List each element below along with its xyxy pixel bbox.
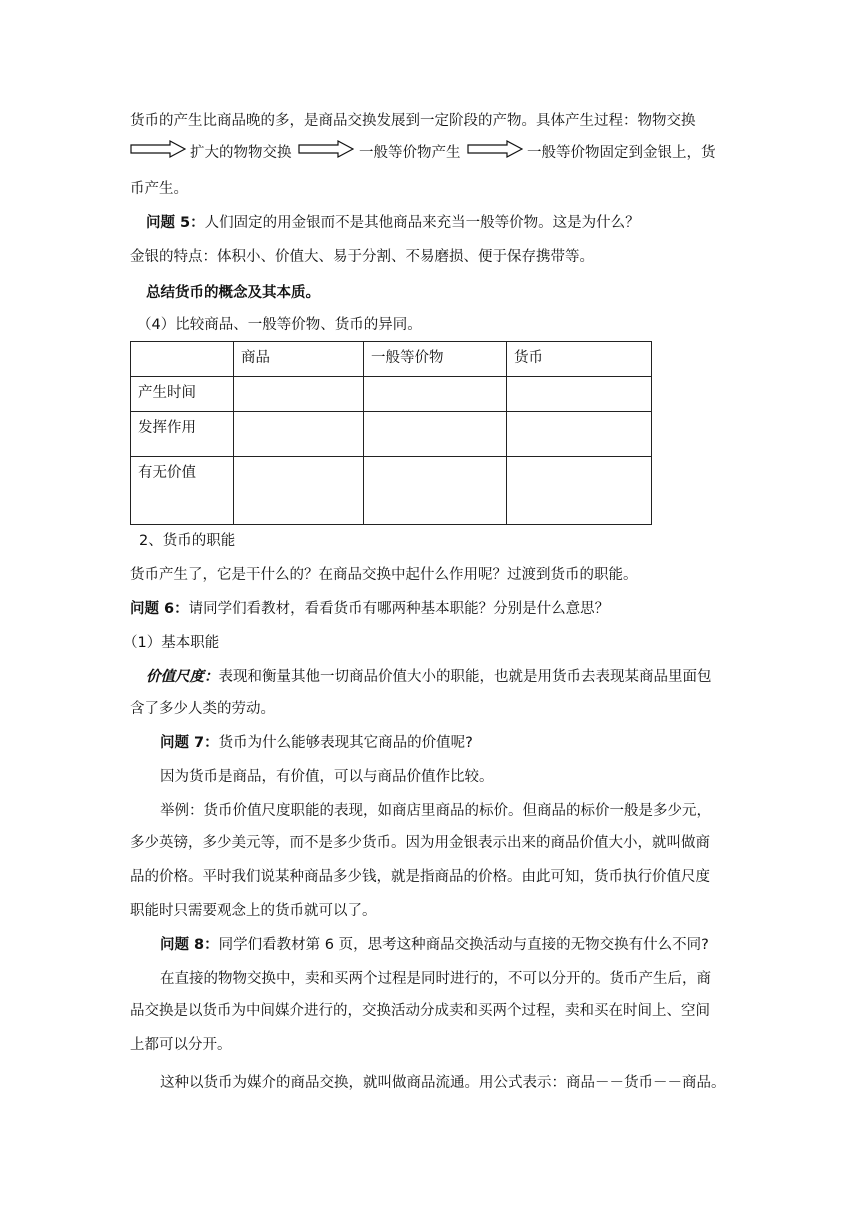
right-arrow-icon (298, 140, 354, 158)
section-heading: 2、货币的职能 (139, 533, 236, 549)
value-measure-definition (146, 667, 712, 687)
table-cell (364, 412, 507, 457)
summary-heading: 总结货币的概念及其本质。 (146, 285, 320, 301)
paragraph-money-origin: 货币的产生比商品晚的多，是商品交换发展到一定阶段的产物。具体产生过程：物物交换 (130, 113, 696, 129)
right-arrow-icon (130, 140, 186, 158)
question-text: 货币为什么能够表现其它商品的价值呢? (218, 735, 473, 751)
question-text: 请同学们看教材，看看货币有哪两种基本职能？分别是什么意思？ (188, 601, 610, 617)
example-line: 举例：货币价值尺度职能的表现，如商店里商品的标价。但商品的标价一般是多少元， (160, 803, 711, 819)
circulation-definition: 这种以货币为媒介的商品交换，就叫做商品流通。用公式表示：商品－－货币－－商品。 (160, 1075, 726, 1091)
subsection-heading: （1）基本职能 (123, 635, 220, 651)
process-step-equivalent: 一般等价物产生 (359, 145, 461, 161)
question-label: 问题 5： (146, 215, 205, 231)
question-text: 同学们看教材第 6 页，思考这种商品交换活动与直接的无物交换有什么不同? (218, 937, 709, 953)
answer-8-line: 在直接的物物交换中，卖和买两个过程是同时进行的，不可以分开的。货币产生后，商 (160, 971, 711, 987)
table-cell (364, 377, 507, 412)
question-7 (160, 733, 473, 753)
table-header-cell (131, 342, 234, 377)
example-line: 多少英镑，多少美元等，而不是多少货币。因为用金银表示出来的商品价值大小，就叫做商 (130, 835, 710, 851)
table-row-label: 产生时间 (131, 377, 234, 412)
table-cell (234, 457, 364, 525)
section-intro: 货币产生了，它是干什么的？在商品交换中起什么作用呢？过渡到货币的职能。 (130, 567, 638, 583)
table-row (131, 457, 652, 525)
table-cell (507, 412, 652, 457)
table-header-row (131, 342, 652, 377)
answer-7: 因为货币是商品，有价值，可以与商品价值作比较。 (160, 769, 494, 785)
answer-8-line: 上都可以分开。 (130, 1037, 232, 1053)
question-8 (160, 935, 709, 955)
table-cell (507, 377, 652, 412)
answer-8-line: 品交换是以货币为中间媒介进行的，交换活动分成卖和买两个过程，卖和买在时间上、空间 (130, 1003, 710, 1019)
table-header-cell: 商品 (234, 342, 364, 377)
question-label: 问题 7： (160, 735, 219, 751)
table-cell (507, 457, 652, 525)
table-cell (234, 412, 364, 457)
definition-text: 表现和衡量其他一切商品价值大小的职能，也就是用货币去表现某商品里面包 (218, 669, 712, 685)
table-row (131, 412, 652, 457)
question-text: 人们固定的用金银而不是其他商品来充当一般等价物。这是为什么？ (204, 215, 640, 231)
right-arrow-icon (467, 140, 523, 158)
question-6 (130, 599, 609, 619)
example-line: 职能时只需要观念上的货币就可以了。 (130, 903, 377, 919)
table-row-label: 发挥作用 (131, 412, 234, 457)
process-step-gold-silver: 一般等价物固定到金银上，货 (527, 145, 716, 161)
term-label: 价值尺度： (146, 669, 219, 685)
question-label: 问题 6： (130, 601, 189, 617)
question-label: 问题 8： (160, 937, 219, 953)
table-row (131, 377, 652, 412)
example-line: 品的价格。平时我们说某种商品多少钱，就是指商品的价格。由此可知，货币执行价值尺度 (130, 869, 710, 885)
comparison-table (130, 341, 652, 525)
question-5 (146, 213, 640, 233)
table-cell (364, 457, 507, 525)
compare-title: （4）比较商品、一般等价物、货币的异同。 (137, 317, 422, 333)
table-row-label: 有无价值 (131, 457, 234, 525)
value-measure-definition-end: 含了多少人类的劳动。 (130, 701, 275, 717)
gold-features: 金银的特点：体积小、价值大、易于分割、不易磨损、便于保存携带等。 (130, 249, 594, 265)
process-step-expanded-barter: 扩大的物物交换 (190, 145, 292, 161)
table-cell (234, 377, 364, 412)
paragraph-money-origin-end: 币产生。 (130, 181, 188, 197)
table-header-cell: 一般等价物 (364, 342, 507, 377)
table-header-cell: 货币 (507, 342, 652, 377)
